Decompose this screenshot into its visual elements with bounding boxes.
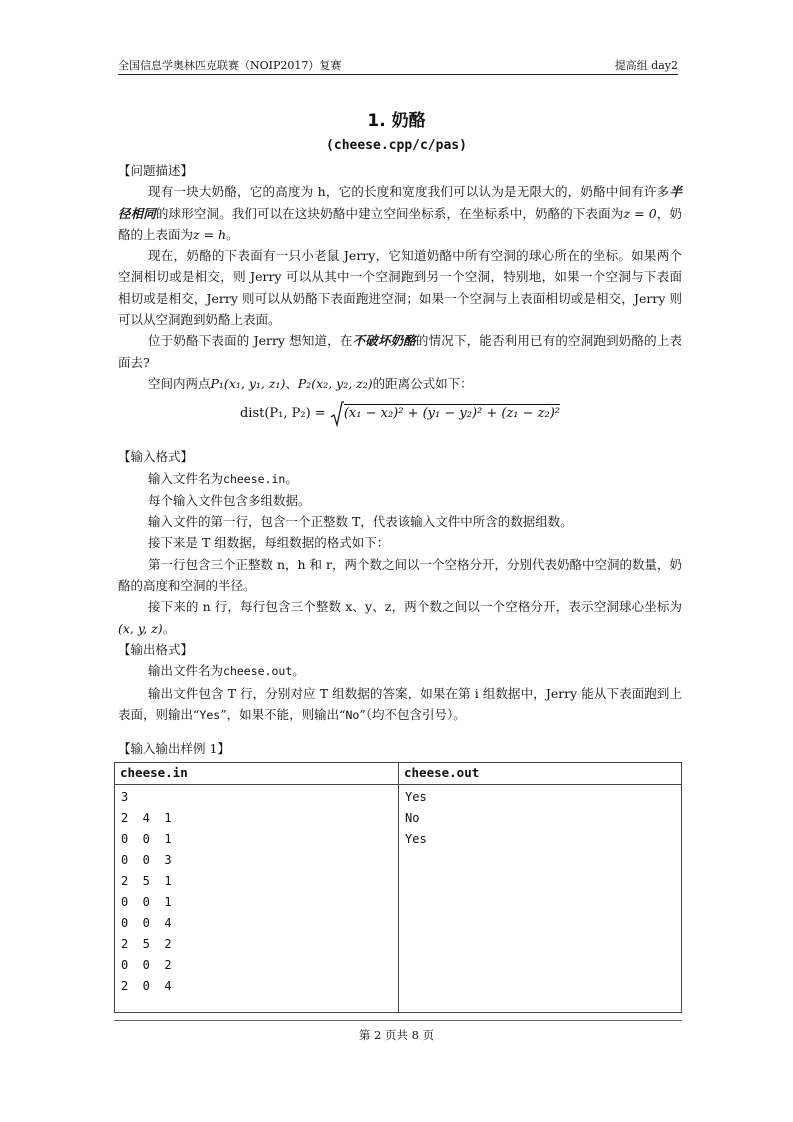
- sample-label: 【输入输出样例 1】: [118, 741, 230, 756]
- input-format-line-2: 每个输入文件包含多组数据。: [148, 492, 311, 508]
- description-paragraph-2: 现在，奶酪的下表面有一只小老鼠 Jerry，它知道奶酪中所有空洞的球心所在的坐标。如果两个空洞相切或是相交，则 Jerry 可以从其中一个空洞跑到另一个空洞，特别地，如果一个空洞与下表面相切或是相交，Jerry 则可以从奶酪下表面跑进空洞；如果一个空洞与上表面相切或是相交，Jerry 则可以从空洞跑到奶酪上表面。: [118, 248, 682, 328]
- sample-input-header: cheese.in: [115, 763, 399, 785]
- input-format-line-4: 接下来是 T 组数据，每组数据的格式如下：: [148, 535, 390, 551]
- sample-input-line: 2 5 2: [121, 937, 172, 951]
- page-header: [118, 55, 678, 75]
- output-format-heading: 【输出格式】: [118, 641, 194, 657]
- footer-divider: [114, 1020, 682, 1021]
- description-paragraph-1: 现有一块大奶酪，它的高度为 h，它的长度和宽度我们可以认为是无限大的，奶酪中间有许多半径相同的球形空洞。我们可以在这块奶酪中建立空间坐标系，在坐标系中，奶酪的下表面为z = 0，奶酪的上表面为z = h。: [118, 184, 682, 242]
- page-number: 第 2 页共 8 页: [358, 1028, 435, 1042]
- formula-rhs: (x₁ − x₂)² + (y₁ − y₂)² + (z₁ − z₂)²: [343, 406, 561, 422]
- output-format-line-1: 输出文件名为cheese.out。: [148, 663, 305, 679]
- emphasis-same-radius: 半径相同: [118, 184, 682, 221]
- contest-name: 全国信息学奥林匹克联赛（NOIP2017）复赛: [118, 59, 342, 72]
- sample-input-line: 0 0 1: [121, 895, 172, 909]
- sample-table: [114, 762, 682, 1013]
- input-format-line-3: 输入文件的第一行，包含一个正整数 T，代表该输入文件中所含的数据组数。: [148, 514, 573, 530]
- sample-input-line: 0 0 2: [121, 958, 172, 972]
- description-paragraph-3: 位于奶酪下表面的 Jerry 想知道，在不破坏奶酪的情况下，能否利用已有的空洞跑到奶酪的上表面去?: [118, 333, 682, 370]
- distance-formula: [118, 394, 682, 434]
- sample-output-line: Yes: [405, 832, 427, 846]
- problem-body: [118, 160, 682, 726]
- output-format-line-2: 输出文件包含 T 行，分别对应 T 组数据的答案，如果在第 i 组数据中，Jerry 能从下表面跑到上表面，则输出“Yes”，如果不能，则输出“No”（均不包含引号）。: [118, 685, 682, 722]
- formula-lhs: dist(P₁, P₂) =: [239, 406, 326, 422]
- sample-input-line: 0 0 3: [121, 853, 172, 867]
- sample-output-header: cheese.out: [399, 763, 682, 785]
- description-paragraph-4: 空间内两点P₁(x₁, y₁, z₁)、P₂(x₂, y₂, z₂)的距离公式如下：: [148, 375, 473, 391]
- problem-files: (cheese.cpp/c/pas): [326, 138, 467, 153]
- problem-title: 1. 奶酪: [367, 111, 426, 131]
- input-format-line-5: 第一行包含三个正整数 n，h 和 r，两个数之间以一个空格分开，分别代表奶酪中空洞的数量，奶酪的高度和空洞的半径。: [118, 556, 682, 594]
- sqrt-icon: [330, 401, 344, 427]
- sample-input-line: 2 4 1: [121, 811, 172, 825]
- sample-input-line: 2 5 1: [121, 874, 172, 888]
- contest-group: 提高组 day2: [614, 59, 678, 72]
- sample-output-line: No: [405, 811, 420, 825]
- output-filename: cheese.out: [223, 664, 293, 679]
- sample-input-line: 2 0 4: [121, 979, 172, 993]
- input-format-heading: 【输入格式】: [118, 449, 194, 465]
- sample-input-line: 0 0 1: [121, 832, 172, 846]
- sample-input-cell: [115, 785, 399, 1013]
- sample-input-line: 3: [121, 790, 129, 804]
- input-filename: cheese.in: [223, 471, 286, 486]
- emphasis-no-damage: 不破坏奶酪: [352, 333, 416, 349]
- sample-output-line: Yes: [405, 790, 427, 804]
- input-format-line-1: 输入文件名为cheese.in。: [148, 470, 298, 486]
- description-heading: 【问题描述】: [118, 163, 194, 178]
- sample-output-cell: [399, 785, 682, 1013]
- sample-input-line: 0 0 4: [121, 916, 172, 930]
- input-format-line-6: 接下来的 n 行，每行包含三个整数 x、y、z，两个数之间以一个空格分开，表示空洞球心坐标为(x, y, z)。: [118, 599, 682, 636]
